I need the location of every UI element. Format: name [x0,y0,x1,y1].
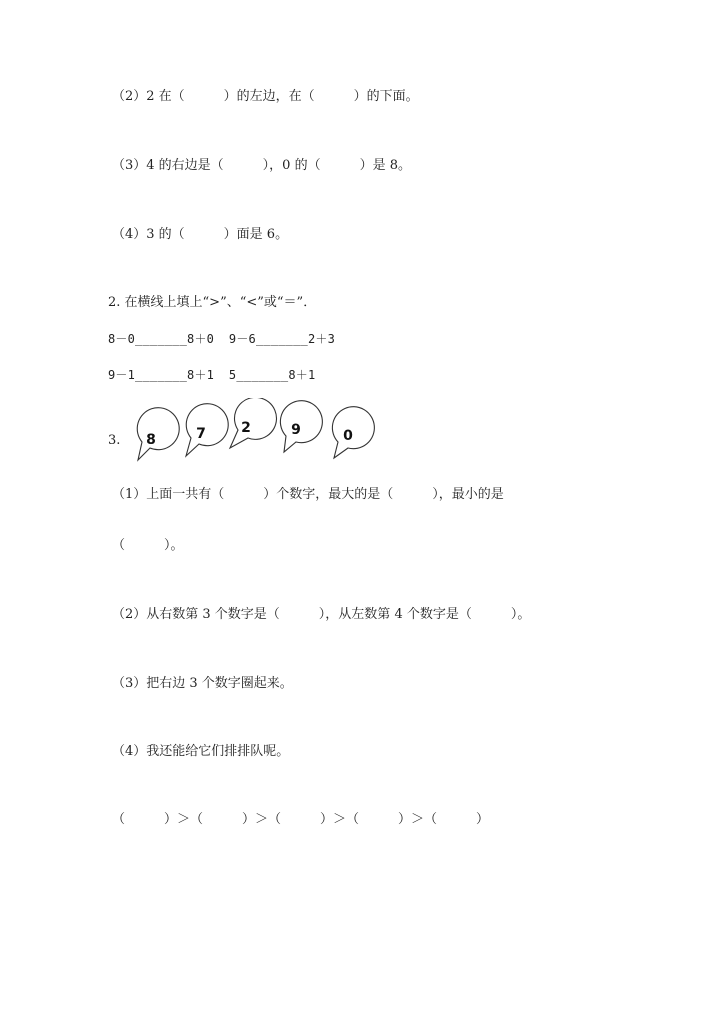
q3-item4: （4）我还能给它们排排队呢。 [112,744,290,759]
bubble-digit: 2 [241,420,251,436]
q3-order: （ ）＞（ ）＞（ ）＞（ ）＞（ ） [112,812,490,827]
q3-item1-line1: （1）上面一共有（ ）个数字，最大的是（ ），最小的是 [112,487,504,502]
q2-title: 2. 在横线上填上“>”、“<”或“＝”． [108,295,317,310]
speech-bubble-icon [230,398,276,448]
q3-number: 3. [108,433,121,448]
q2-row1: 8－0_______8＋0 9－6_______2＋3 [108,332,335,346]
bubble-digit: 0 [343,428,353,444]
number-bubbles [128,398,380,466]
speech-bubble-icon [280,401,322,452]
q1-item2: （2）2 在（ ）的左边，在（ ）的下面。 [112,89,419,104]
q3-item1-line2: （ ）。 [112,538,184,553]
q3-item2: （2）从右数第 3 个数字是（ ），从左数第 4 个数字是（ ）。 [112,607,531,622]
speech-bubble-icon [332,407,374,458]
speech-bubble-icon [137,408,179,460]
speech-bubble-icon [186,404,228,456]
q2-row2: 9－1_______8＋1 5_______8＋1 [108,368,316,382]
q1-item4: （4）3 的（ ）面是 6。 [112,227,289,242]
bubble-digit: 8 [146,432,156,448]
bubble-digit: 7 [196,426,206,442]
bubble-digit: 9 [291,422,301,438]
q1-item3: （3）4 的右边是（ ），0 的（ ）是 8。 [112,158,411,173]
q3-item3: （3）把右边 3 个数字圈起来。 [112,676,293,691]
